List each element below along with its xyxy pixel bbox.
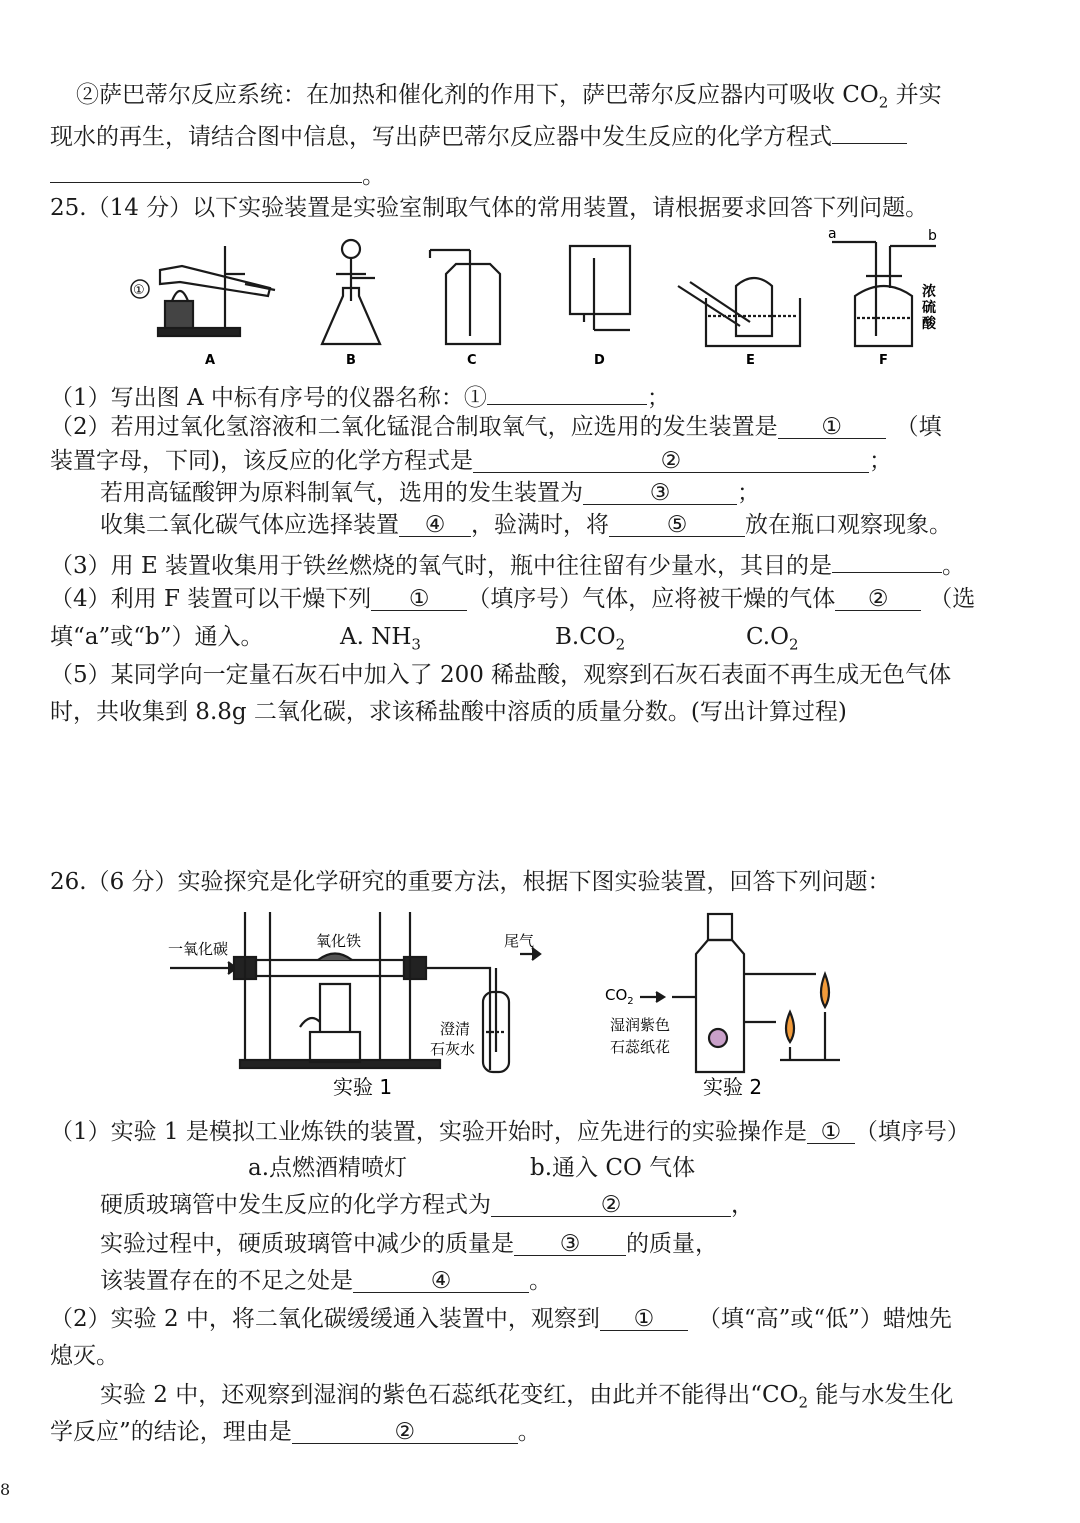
answer-blank[interactable]: ④ xyxy=(353,1266,529,1293)
page-number: 8 xyxy=(0,1480,11,1499)
q25-option-a: A. $NH_3$ xyxy=(340,624,421,654)
answer-blank[interactable]: ② xyxy=(835,584,921,611)
q25-p5-line2: 时，共收集到 8.8g 二氧化碳，求该稀盐酸中溶质的质量分数。(写出计算过程) xyxy=(50,699,847,725)
answer-blank[interactable]: ③ xyxy=(514,1229,626,1256)
experiment-1-caption: 实验 1 xyxy=(333,1075,393,1099)
q25-p2-line4: 收集二氧化碳气体应选择装置 ④ ，验满时，将 ⑤ 放在瓶口观察现象。 xyxy=(100,512,952,538)
answer-blank[interactable]: ③ xyxy=(583,478,737,505)
q25-header: 25.（14 分）以下实验装置是实验室制取气体的常用装置，请根据要求回答下列问题。 xyxy=(50,195,929,221)
answer-blank[interactable]: ② xyxy=(292,1417,518,1444)
q25-p1: （1）写出图 A 中标有序号的仪器名称：① ； xyxy=(50,378,670,413)
apparatus-a xyxy=(131,246,275,336)
q26-p2-line1: （2）实验 2 中，将二氧化碳缓缓通入装置中，观察到 ① （填“高”或“低”）蜡烛先 xyxy=(50,1306,952,1332)
apparatus-label-a: A xyxy=(205,353,216,368)
fig-label-b: b xyxy=(928,228,937,244)
litmus-flower-label-2: 石蕊纸花 xyxy=(610,1038,671,1056)
q26-p1-line3: 实验过程中，硬质玻璃管中减少的质量是 ③ 的质量， xyxy=(100,1231,718,1257)
q26-option-b: b.通入 CO 气体 xyxy=(530,1155,696,1181)
acid-label-2: 硫 xyxy=(922,300,936,316)
answer-blank[interactable] xyxy=(50,156,362,183)
apparatus-e xyxy=(678,278,800,346)
litmus-flower-label-1: 湿润紫色 xyxy=(610,1016,671,1034)
answer-blank[interactable] xyxy=(832,117,907,144)
q24-line-1: ②萨巴蒂尔反应系统：在加热和催化剂的作用下，萨巴蒂尔反应器内可吸收 $CO_2$ 并实 xyxy=(76,82,942,112)
q25-p5-line1: （5）某同学向一定量石灰石中加入了 200 稀盐酸，观察到石灰石表面不再生成无色气体 xyxy=(50,662,952,688)
answer-blank[interactable] xyxy=(487,378,647,405)
q25-p2-line3: 若用高锰酸钾为原料制氧气，选用的发生装置为 ③ ； xyxy=(100,480,760,506)
q25-option-b: $B.CO_2$ xyxy=(555,624,626,654)
q25-p3: （3）用 E 装置收集用于铁丝燃烧的氧气时，瓶中往往留有少量水，其目的是 。 xyxy=(50,546,965,581)
tail-gas-label: 尾气 xyxy=(504,932,535,950)
q24-line-2: 现水的再生，请结合图中信息，写出萨巴蒂尔反应器中发生反应的化学方程式 xyxy=(50,117,907,152)
answer-blank[interactable] xyxy=(832,546,942,573)
apparatus-d xyxy=(570,246,630,330)
iron-oxide-label: 氧化铁 xyxy=(316,932,362,950)
answer-blank[interactable]: ① xyxy=(371,584,467,611)
co-label: 一氧化碳 xyxy=(168,940,229,958)
apparatus-c xyxy=(430,250,500,344)
q25-option-c: $C.O_2$ xyxy=(746,624,799,654)
q25-p4-line1: （4）利用 F 装置可以干燥下列 ① （填序号）气体，应将被干燥的气体 ② （选 xyxy=(50,586,976,612)
experiment-2-caption: 实验 2 xyxy=(703,1075,763,1099)
lime-water-label-1: 澄清 xyxy=(440,1020,471,1038)
apparatus-label-b: B xyxy=(346,353,356,368)
apparatus-label-e: E xyxy=(746,353,755,368)
q26-p2-line4: 学反应”的结论，理由是 ② 。 xyxy=(50,1419,541,1445)
fig-marker-1: ① xyxy=(133,283,145,298)
experiment-figure xyxy=(0,902,1080,1102)
acid-label-1: 浓 xyxy=(922,284,936,300)
answer-blank[interactable]: ① xyxy=(807,1117,855,1144)
q24-line-3: 。 xyxy=(50,156,385,191)
q26-p1-line4: 该装置存在的不足之处是 ④ 。 xyxy=(100,1268,552,1294)
answer-blank[interactable]: ① xyxy=(778,412,886,439)
co2-label: $CO_2$ xyxy=(605,986,634,1007)
answer-blank[interactable]: ① xyxy=(600,1304,688,1331)
apparatus-label-c: C xyxy=(467,353,477,368)
apparatus-label-d: D xyxy=(594,353,605,368)
acid-label-3: 酸 xyxy=(922,316,936,332)
q26-p1-line1: （1）实验 1 是模拟工业炼铁的装置，实验开始时，应先进行的实验操作是 ① （填序号） xyxy=(50,1119,970,1145)
apparatus-label-f: F xyxy=(879,353,888,368)
apparatus-b xyxy=(322,240,380,344)
q25-p4-line2: 填“a”或“b”）通入。 xyxy=(50,624,264,650)
q26-option-a: a.点燃酒精喷灯 xyxy=(248,1155,408,1181)
answer-blank[interactable]: ② xyxy=(473,446,869,473)
answer-blank[interactable]: ④ xyxy=(399,510,471,537)
gas-apparatus-figure xyxy=(0,226,1080,376)
q26-p2-line3: 实验 2 中，还观察到湿润的紫色石蕊纸花变红，由此并不能得出“$CO_2$ 能与水发生化 xyxy=(100,1382,954,1412)
apparatus-f xyxy=(832,242,936,346)
q26-header: 26.（6 分）实验探究是化学研究的重要方法，根据下图实验装置，回答下列问题： xyxy=(50,869,891,895)
lime-water-label-2: 石灰水 xyxy=(430,1040,476,1058)
q26-p1-line2: 硬质玻璃管中发生反应的化学方程式为 ② ， xyxy=(100,1192,754,1218)
q26-p2-line2: 熄灭。 xyxy=(50,1343,119,1369)
answer-blank[interactable]: ② xyxy=(491,1190,731,1217)
fig-label-a: a xyxy=(828,226,837,242)
answer-blank[interactable]: ⑤ xyxy=(609,510,745,537)
q25-p2-line2: 装置字母，下同)，该反应的化学方程式是 ② ； xyxy=(50,448,892,474)
q25-p2-line1: （2）若用过氧化氢溶液和二氧化锰混合制取氧气，应选用的发生装置是 ① （填 xyxy=(50,414,942,440)
